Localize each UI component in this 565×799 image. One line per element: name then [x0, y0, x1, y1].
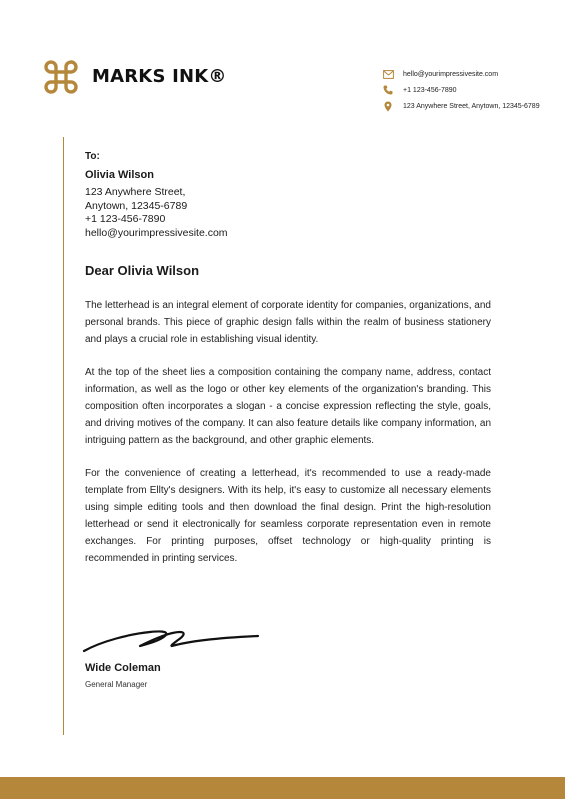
letter-greeting: Dear Olivia Wilson — [85, 263, 200, 278]
accent-divider — [63, 137, 64, 735]
contact-address: 123 Anywhere Street, Anytown, 12345-6789 — [403, 102, 540, 110]
recipient-label: To: — [85, 151, 100, 162]
contact-block — [382, 66, 540, 114]
body-paragraph: At the top of the sheet lies a composition containing the company name, address, contact information, as well as the logo or other key elements of the organization's branding. This composition often incorporates a slogan - a concise expression reflecting the style, goals, and driving motives of the company. It can also feature details like company information, an intriguing pattern as the background, and other graphic elements. — [85, 367, 491, 446]
letter-body — [85, 297, 491, 583]
body-paragraph: For the convenience of creating a letterhead, it's recommended to use a ready-made template from Ellty's designers. With its help, it's easy to customize all necessary elements using simple editing tools and then download the final design. Print the high-resolution letterhead or send it electronically for seamless corporate representation even in remote exchanges. For printing purposes, offset technology or high-quality printing is recommended in printing services. — [85, 468, 491, 564]
contact-phone-row — [382, 82, 540, 98]
body-paragraph: The letterhead is an integral element of corporate identity for companies, organizations, and personal brands. This piece of graphic design falls within the realm of business stationery and plays a crucial role in establishing visual identity. — [85, 300, 491, 345]
contact-email[interactable]: hello@yourimpressivesite.com — [403, 70, 499, 78]
contact-phone[interactable]: +1 123-456-7890 — [403, 86, 457, 94]
recipient-address-line: 123 Anywhere Street, — [85, 186, 186, 198]
mail-icon — [382, 68, 394, 80]
recipient-email[interactable]: hello@yourimpressivesite.com — [85, 226, 228, 239]
brand-name: MARKS INK® — [92, 66, 227, 87]
recipient-phone: +1 123-456-7890 — [85, 213, 166, 225]
footer-accent-bar — [0, 777, 565, 799]
signer-title: General Manager — [85, 680, 148, 689]
location-pin-icon — [382, 100, 394, 112]
recipient-address-line: Anytown, 12345-6789 — [85, 199, 188, 212]
recipient-name: Olivia Wilson — [85, 169, 154, 181]
contact-email-row — [382, 66, 540, 82]
recipient-address — [85, 186, 228, 240]
handwritten-signature — [82, 624, 262, 656]
command-logo-icon — [44, 60, 78, 94]
contact-address-row — [382, 98, 540, 114]
signer-name: Wide Coleman — [85, 662, 161, 674]
phone-icon — [382, 84, 394, 96]
